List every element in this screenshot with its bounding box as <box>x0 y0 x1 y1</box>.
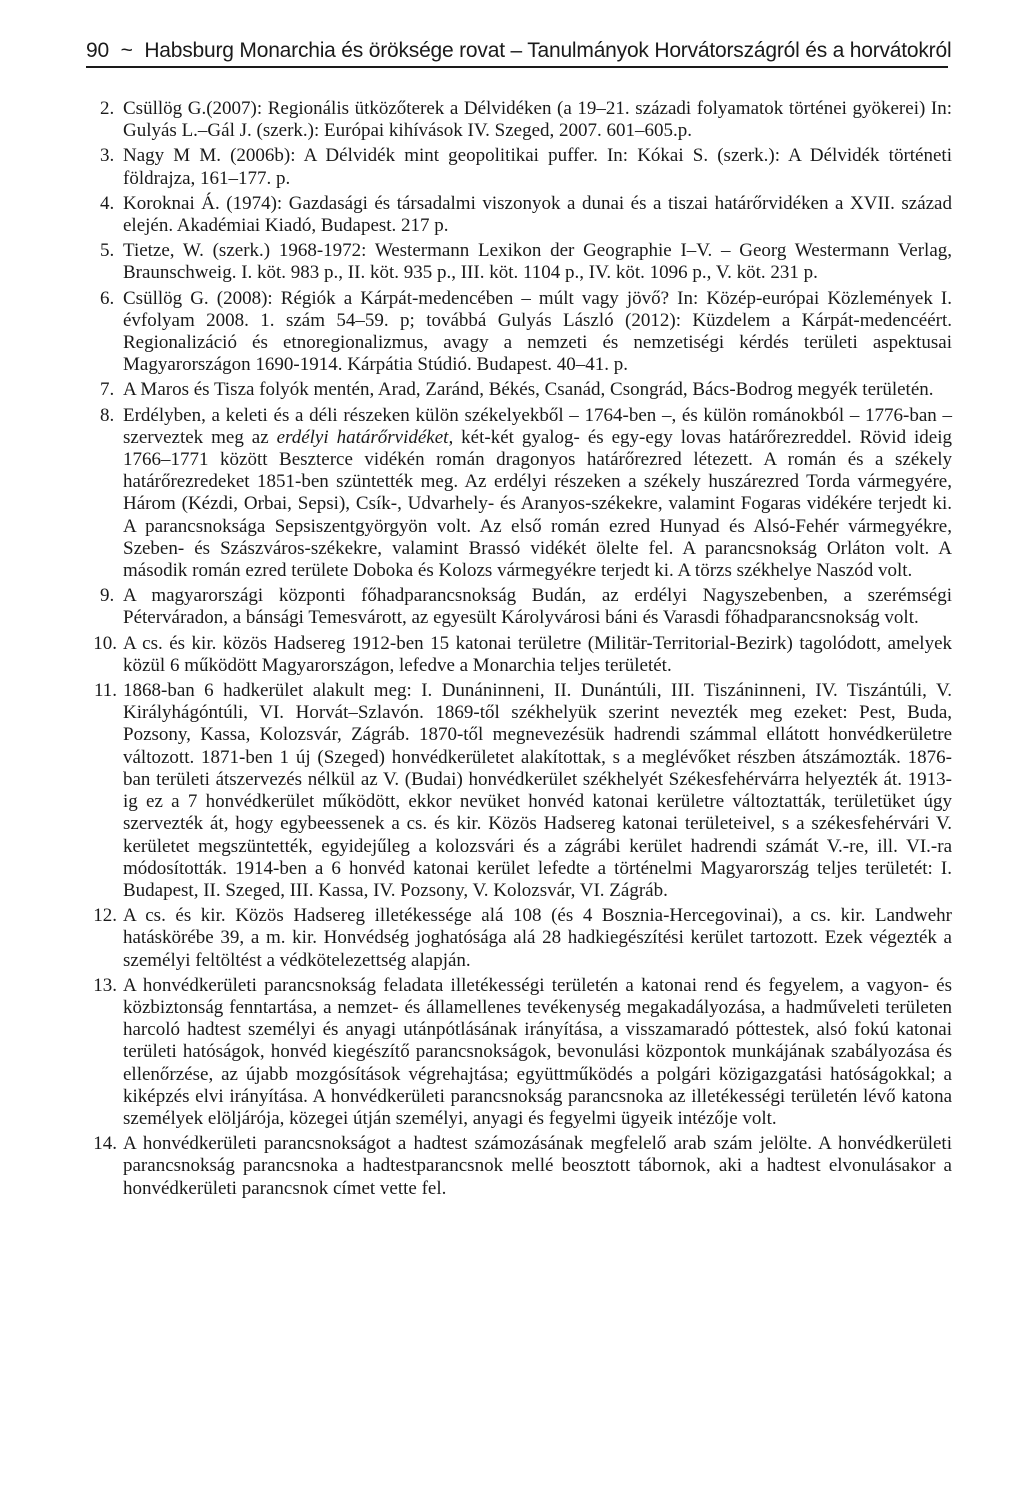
header-title: Habsburg Monarchia és öröksége rovat – Tanulmányok Horvátországról és a horvátokról <box>144 39 952 62</box>
endnote-number: 14. <box>93 1133 117 1155</box>
endnote-number: 5. <box>100 240 115 262</box>
endnote-text: 1868-ban 6 hadkerület alakult meg: I. Dunáninneni, II. Dunántúli, III. Tiszáninneni, IV. Tiszántúli, V. Királyhágóntúli, VI. Horvát–Szlavón. 1869-től székhelyük szerint nevezték meg ezeket: Pest, Buda, Pozsony, Kassa, Kolozsvár, Zágráb. 1870-től megnevezésük hadrendi számmal ellátott honvédkerületre változott. 1871-ben 1 új (Szeged) honvédkerületet alakítottak, s a meglévőket részben átszámozták. 1876-ban területi átszervezés nélkül az V. (Budai) honvédkerület székhelyét Székesfehérvárra helyezték át. 1913-ig ez a 7 honvédkerület működött, ekkor nevüket honvéd katonai kerületre változtatták, területüket úgy szervezték át, hogy egybeessenek a cs. és kir. Közös Hadsereg katonai területeivel, s a székesfehérvári V. kerületet megszüntették, egyidejűleg a kolozsvári és a zágrábi kerület hadrendi számát V.-re, ill. VI.-ra módosították. 1914-ben a 6 honvéd katonai kerület lefedte a történelmi Magyarország teljes területét: I. Budapest, II. Szeged, III. Kassa, IV. Pozsony, V. Kolozsvár, VI. Zágráb. <box>123 680 952 901</box>
endnote-text-part: Erdélyben, a keleti és a déli részeken külön székelyekből – 1764-ben –, és külön románokból – 1776-ban – szerveztek meg az <box>123 404 952 448</box>
endnote-text: Koroknai Á. (1974): Gazdasági és társadalmi viszonyok a dunai és a tiszai határőrvidéken a XVII. század elején. Akadémiai Kiadó, Budapest. 217 p. <box>123 192 952 237</box>
header-rule <box>86 66 948 68</box>
endnote-8 <box>86 405 952 583</box>
endnote-10 <box>86 633 952 677</box>
endnote-14 <box>86 1133 952 1200</box>
endnote-text: Tietze, W. (szerk.) 1968-1972: Westermann Lexikon der Geographie I–V. – Georg Westermann Verlag, Braunschweig. I. köt. 983 p., II. köt. 935 p., III. köt. 1104 p., IV. köt. 1096 p., V. köt. 231 p. <box>123 240 952 284</box>
endnote-11 <box>86 680 952 902</box>
endnote-number: 12. <box>93 905 117 927</box>
endnote-text: A honvédkerületi parancsnokság feladata illetékességi területén a katonai rend és fegyelem, a vagyon- és közbiztonság fenntartása, a nemzet- és államellenes tevékenység megakadályozása, a hadműveleti területen harcoló hadtest személyi és anyagi utánpótlásának irányítása, a visszamaradó póttestek, alsó fokú katonai területi hatóságok, honvéd kiegészítő parancsnokságok, bevonulási központok munkájának szabályozása és ellenőrzése, az újabb mozgósítások végrehajtása; együttműködés a polgári közigazgatási hatóságokkal; a kiképzés elvi irányítása. A honvédkerületi parancsnokság parancsnoka az illetékességi területén lévő katona személyek elöljárója, közegei útján személyi, anyagi és fegyelmi ügyeik intézője volt. <box>123 974 952 1129</box>
endnote-text: A cs. és kir. Közös Hadsereg illetékessége alá 108 (és 4 Bosznia-Hercegovinai), a cs. kir. Landwehr hatáskörébe 39, a m. kir. Honvédség joghatósága alá 28 hadkiegészítési kerület tartozott. Ezek végezték a személyi feltöltést a védkötelezettség alapján. <box>123 905 952 971</box>
endnote-4 <box>86 193 952 237</box>
endnote-12 <box>86 905 952 972</box>
endnote-text-part: két-két gyalog- és egy-egy lovas határőrezreddel. Rövid ideig 1766–1771 között Beszterce vidékén román dragonyos határőrezred létezett. A román és a székely határőrezredeket 1851-ben szüntették meg. Az erdélyi részeken a székely huszárezred Torda vármegyére, Három (Kézdi, Orbai, Sepsi), Csík-, Udvarhely- és Aranyos-székekre, valamint Fogaras vidékére terjedt ki. A parancsnoksága Sepsiszentgyörgyön volt. Az első román ezred Hunyad és Alsó-Fehér vármegyékre, Szeben- és Szászváros-székekre, valamint Brassó vidékét ölelte fel. A parancsnokság Orláton volt. A második román ezred területe Doboka és Kolozs vármegyékre terjedt ki. A törzs székhelye Naszód volt. <box>123 426 953 582</box>
endnote-number: 4. <box>100 192 115 214</box>
endnote-6 <box>86 288 952 377</box>
endnote-13 <box>86 975 952 1130</box>
page-number: 90 <box>86 39 109 62</box>
endnote-text <box>123 405 952 581</box>
endnote-text: A cs. és kir. közös Hadsereg 1912-ben 15 katonai területre (Militär-Territorial-Bezirk) tagolódott, amelyek közül 6 működött Magyarországon, lefedve a Monarchia teljes területét. <box>123 632 952 676</box>
endnote-number: 10. <box>93 632 117 654</box>
header-separator: ~ <box>120 39 133 62</box>
endnote-text: Csüllög G. (2008): Régiók a Kárpát-medencében – múlt vagy jövő? In: Közép-európai Közlemények I. évfolyam 2008. 1. szám 54–59. p; továbbá Gulyás László (2012): Küzdelem a Kárpát-medencéért. Regionalizáció és etnoregionalizmus, avagy a nemzeti és nemzetiségi kérdés területi aspektusai Magyarországon 1690-1914. Kárpátia Stúdió. Budapest. 40–41. p. <box>123 287 952 376</box>
endnote-number: 8. <box>100 404 115 426</box>
endnote-5 <box>86 240 952 284</box>
endnote-text: A magyarországi központi főhadparancsnokság Budán, az erdélyi Nagyszebenben, a szerémségi Péterváradon, a bánsági Temesvárott, az egyesült Károlyvárosi báni és Varasdi főhadparancsnokság volt. <box>123 585 952 629</box>
endnote-7 <box>86 379 952 401</box>
endnote-2 <box>86 98 952 142</box>
endnote-number: 9. <box>100 585 115 607</box>
endnote-text: A Maros és Tisza folyók mentén, Arad, Zaránd, Békés, Csanád, Csongrád, Bács-Bodrog megyék területén. <box>123 379 934 401</box>
endnote-number: 7. <box>100 379 115 401</box>
endnote-number: 3. <box>100 145 115 167</box>
endnote-text: A honvédkerületi parancsnokságot a hadtest számozásának megfelelő arab szám jelölte. A honvédkerületi parancsnokság parancsnoka a hadtestparancsnok mellé beosztott tábornok, aki a hadtest elvonulásakor a honvédkerületi parancsnok címet vette fel. <box>123 1133 952 1199</box>
endnote-9 <box>86 585 952 629</box>
endnote-italic-term: erdélyi határőrvidéket, <box>276 426 454 448</box>
endnote-number: 11. <box>93 680 117 702</box>
endnote-number: 13. <box>93 974 117 996</box>
endnote-text: Nagy M M. (2006b): A Délvidék mint geopolitikai puffer. In: Kókai S. (szerk.): A Délvidék történeti földrajza, 161–177. p. <box>123 145 952 189</box>
endnotes-list <box>86 98 952 1203</box>
endnote-number: 6. <box>100 287 115 309</box>
endnote-number: 2. <box>100 98 115 119</box>
running-head <box>86 38 952 64</box>
endnote-text: Csüllög G.(2007): Regionális ütközőterek a Délvidéken (a 19–21. századi folyamatok történei gyökerei) In: Gulyás L.–Gál J. (szerk.): Európai kihívások IV. Szeged, 2007. 601–605.p. <box>123 98 952 142</box>
endnote-3 <box>86 145 952 189</box>
